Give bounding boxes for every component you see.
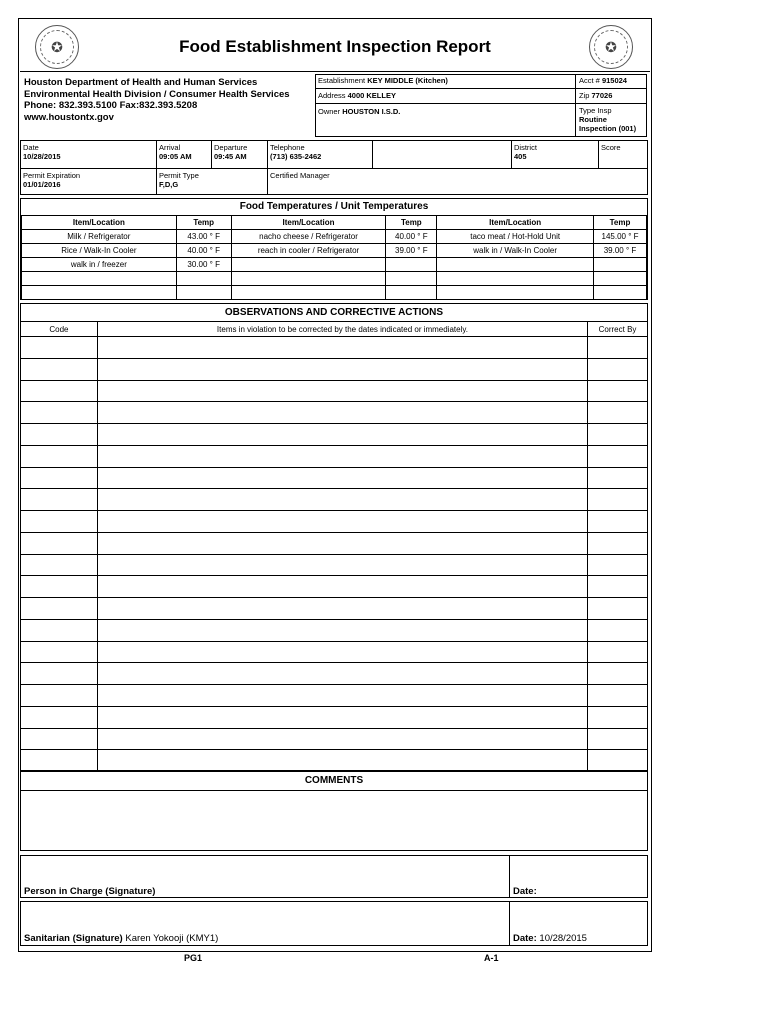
- date-field: Date 10/28/2015: [23, 143, 61, 161]
- form-id: A-1: [484, 953, 499, 963]
- temp-item-cell: [22, 286, 177, 300]
- owner-value: HOUSTON I.S.D.: [342, 107, 401, 116]
- sanitarian-name: Karen Yokooji (KMY1): [125, 933, 219, 944]
- observation-row: [21, 728, 648, 750]
- temp-header: Temp: [594, 216, 647, 230]
- pic-signature-box[interactable]: [20, 855, 510, 898]
- temp-item-cell: [231, 286, 386, 300]
- correct-by-cell[interactable]: [588, 728, 648, 750]
- temp-value-cell: [594, 286, 647, 300]
- temp-value-cell: 39.00 ° F: [386, 244, 437, 258]
- temp-row: [22, 286, 647, 300]
- item-cell[interactable]: [97, 598, 587, 620]
- temp-value-cell: [386, 272, 437, 286]
- pic-date-label: Date:: [513, 886, 537, 897]
- district-value: 405: [514, 152, 527, 161]
- district-field: District 405: [514, 143, 537, 161]
- observations-section: [20, 303, 648, 771]
- correct-by-cell[interactable]: [588, 467, 648, 489]
- observation-row: [21, 402, 648, 424]
- correct-by-cell[interactable]: [588, 424, 648, 446]
- certified-manager-field: Certified Manager: [270, 171, 330, 180]
- item-cell[interactable]: [97, 532, 587, 554]
- observation-row: [21, 445, 648, 467]
- correct-by-cell[interactable]: [588, 685, 648, 707]
- sanitarian-date-box[interactable]: [509, 901, 648, 946]
- type-insp-field: Type Insp Routine Inspection (001): [579, 106, 645, 133]
- arrival-field: Arrival 09:05 AM: [159, 143, 192, 161]
- sanitarian-date-value: 10/28/2015: [539, 933, 587, 944]
- temp-row: [22, 272, 647, 286]
- temp-item-cell: [437, 286, 594, 300]
- item-cell[interactable]: [97, 663, 587, 685]
- item-cell[interactable]: [97, 750, 587, 772]
- code-cell[interactable]: [21, 337, 98, 359]
- item-cell[interactable]: [97, 358, 587, 380]
- temp-value-cell: [386, 258, 437, 272]
- item-cell[interactable]: [97, 685, 587, 707]
- address-value: 4000 KELLEY: [347, 91, 396, 100]
- observation-row: [21, 358, 648, 380]
- temp-item-cell: Rice / Walk-In Cooler: [22, 244, 177, 258]
- observation-row: [21, 511, 648, 533]
- code-cell[interactable]: [21, 750, 98, 772]
- temp-value-cell: [176, 286, 231, 300]
- item-location-header: Item/Location: [231, 216, 386, 230]
- temp-row: [22, 258, 647, 272]
- city-seal-left: [35, 25, 79, 69]
- observations-table: [20, 321, 648, 772]
- address-field: Address 4000 KELLEY: [318, 91, 396, 100]
- observation-row: [21, 641, 648, 663]
- temp-row: [22, 230, 647, 244]
- permit-expiration-value: 01/01/2016: [23, 180, 61, 189]
- temp-item-cell: [22, 272, 177, 286]
- observation-row: [21, 489, 648, 511]
- comments-title: COMMENTS: [21, 772, 647, 791]
- temp-value-cell: [594, 272, 647, 286]
- item-cell[interactable]: [97, 445, 587, 467]
- temp-value-cell: 40.00 ° F: [386, 230, 437, 244]
- comments-area[interactable]: [21, 791, 647, 851]
- sanitarian-signature-label: Sanitarian (Signature): [24, 933, 123, 944]
- observation-row: [21, 576, 648, 598]
- observation-row: [21, 467, 648, 489]
- temp-value-cell: 40.00 ° F: [176, 244, 231, 258]
- observation-row: [21, 706, 648, 728]
- code-header: Code: [21, 322, 98, 337]
- correct-by-cell[interactable]: [588, 511, 648, 533]
- code-cell[interactable]: [21, 663, 98, 685]
- owner-field: Owner HOUSTON I.S.D.: [318, 107, 401, 116]
- item-cell[interactable]: [97, 489, 587, 511]
- pic-date-box[interactable]: [509, 855, 648, 898]
- sanitarian-date-label: Date:: [513, 933, 537, 944]
- temp-item-cell: [437, 272, 594, 286]
- observation-row: [21, 598, 648, 620]
- zip-field: Zip 77026: [579, 91, 613, 100]
- item-cell[interactable]: [97, 728, 587, 750]
- temp-value-cell: [386, 286, 437, 300]
- code-cell[interactable]: [21, 489, 98, 511]
- code-cell[interactable]: [21, 380, 98, 402]
- item-cell[interactable]: [97, 641, 587, 663]
- observation-row: [21, 532, 648, 554]
- item-cell[interactable]: [97, 706, 587, 728]
- temp-value-cell: 39.00 ° F: [594, 244, 647, 258]
- city-seal-right: [589, 25, 633, 69]
- temp-row: [22, 244, 647, 258]
- item-cell[interactable]: [97, 576, 587, 598]
- comments-section: [20, 771, 648, 851]
- temp-item-cell: nacho cheese / Refrigerator: [231, 230, 386, 244]
- observation-row: [21, 663, 648, 685]
- correct-by-cell[interactable]: [588, 663, 648, 685]
- correct-by-cell[interactable]: [588, 750, 648, 772]
- permit-expiration-field: Permit Expiration 01/01/2016: [23, 171, 81, 189]
- item-cell[interactable]: [97, 380, 587, 402]
- temp-value-cell: [176, 272, 231, 286]
- temp-item-cell: [231, 272, 386, 286]
- correct-by-header: Correct By: [588, 322, 648, 337]
- item-cell[interactable]: [97, 337, 587, 359]
- establishment-field: Establishment KEY MIDDLE (Kitchen): [318, 76, 448, 85]
- code-cell[interactable]: [21, 706, 98, 728]
- departure-value: 09:45 AM: [214, 152, 247, 161]
- temp-value-cell: 43.00 ° F: [176, 230, 231, 244]
- page-number: PG1: [184, 953, 203, 963]
- acct-value: 915024: [601, 76, 627, 85]
- item-cell[interactable]: [97, 424, 587, 446]
- temp-item-cell: walk in / freezer: [22, 258, 177, 272]
- code-cell[interactable]: [21, 532, 98, 554]
- code-cell[interactable]: [21, 619, 98, 641]
- observation-row: [21, 750, 648, 772]
- zip-value: 77026: [591, 91, 613, 100]
- item-cell[interactable]: [97, 467, 587, 489]
- observation-row: [21, 619, 648, 641]
- dept-phone: Phone: 832.393.5100 Fax:832.393.5208: [24, 100, 198, 111]
- code-cell[interactable]: [21, 511, 98, 533]
- code-cell[interactable]: [21, 685, 98, 707]
- temps-title: Food Temperatures / Unit Temperatures: [239, 201, 429, 212]
- temp-header: Temp: [176, 216, 231, 230]
- code-cell[interactable]: [21, 576, 98, 598]
- observation-row: [21, 337, 648, 359]
- item-cell[interactable]: [97, 402, 587, 424]
- correct-by-cell[interactable]: [588, 619, 648, 641]
- code-cell[interactable]: [21, 728, 98, 750]
- correct-by-cell[interactable]: [588, 576, 648, 598]
- code-cell[interactable]: [21, 598, 98, 620]
- code-cell[interactable]: [21, 358, 98, 380]
- code-cell[interactable]: [21, 641, 98, 663]
- temp-item-cell: [231, 258, 386, 272]
- dept-name: Houston Department of Health and Human Services: [24, 77, 258, 88]
- correct-by-cell[interactable]: [588, 554, 648, 576]
- date-value: 10/28/2015: [23, 152, 61, 161]
- temp-item-cell: reach in cooler / Refrigerator: [231, 244, 386, 258]
- temp-item-cell: taco meat / Hot-Hold Unit: [437, 230, 594, 244]
- temps-table: [21, 215, 647, 300]
- temps-section: [20, 198, 648, 300]
- permit-type-field: Permit Type F,D,G: [159, 171, 199, 189]
- correct-by-cell[interactable]: [588, 489, 648, 511]
- item-cell[interactable]: [97, 619, 587, 641]
- code-cell[interactable]: [21, 445, 98, 467]
- establishment-value: KEY MIDDLE (Kitchen): [367, 76, 448, 85]
- temp-item-cell: [437, 258, 594, 272]
- observation-row: [21, 554, 648, 576]
- observation-row: [21, 685, 648, 707]
- telephone-field: Telephone (713) 635-2462: [270, 143, 322, 161]
- correct-by-cell[interactable]: [588, 598, 648, 620]
- item-location-header: Item/Location: [22, 216, 177, 230]
- temp-value-cell: 145.00 ° F: [594, 230, 647, 244]
- correct-by-cell[interactable]: [588, 380, 648, 402]
- items-header: Items in violation to be corrected by the dates indicated or immediately.: [97, 322, 587, 337]
- pic-signature-label: Person in Charge (Signature): [24, 886, 156, 897]
- correct-by-cell[interactable]: [588, 337, 648, 359]
- observation-row: [21, 380, 648, 402]
- correct-by-cell[interactable]: [588, 706, 648, 728]
- acct-field: Acct # 915024: [579, 76, 627, 85]
- temp-value-cell: [594, 258, 647, 272]
- correct-by-cell[interactable]: [588, 402, 648, 424]
- item-cell[interactable]: [97, 554, 587, 576]
- temp-item-cell: Milk / Refrigerator: [22, 230, 177, 244]
- correct-by-cell[interactable]: [588, 532, 648, 554]
- item-cell[interactable]: [97, 511, 587, 533]
- code-cell[interactable]: [21, 424, 98, 446]
- observation-row: [21, 424, 648, 446]
- item-location-header: Item/Location: [437, 216, 594, 230]
- telephone-value: (713) 635-2462: [270, 152, 322, 161]
- departure-field: Departure 09:45 AM: [214, 143, 248, 161]
- correct-by-cell[interactable]: [588, 641, 648, 663]
- arrival-value: 09:05 AM: [159, 152, 192, 161]
- code-cell[interactable]: [21, 554, 98, 576]
- code-cell[interactable]: [21, 402, 98, 424]
- type-insp-value: Routine Inspection (001): [579, 115, 637, 133]
- temp-header: Temp: [386, 216, 437, 230]
- correct-by-cell[interactable]: [588, 358, 648, 380]
- observations-title: OBSERVATIONS AND CORRECTIVE ACTIONS: [224, 307, 444, 318]
- correct-by-cell[interactable]: [588, 445, 648, 467]
- score-field: Score: [601, 143, 621, 152]
- seal-icon: ✪: [594, 30, 628, 64]
- temp-value-cell: 30.00 ° F: [176, 258, 231, 272]
- permit-type-value: F,D,G: [159, 180, 179, 189]
- sanitarian-signature-box[interactable]: [20, 901, 510, 946]
- dept-division: Environmental Health Division / Consumer Health Services: [24, 88, 290, 100]
- code-cell[interactable]: [21, 467, 98, 489]
- seal-icon: ✪: [40, 30, 74, 64]
- temp-item-cell: walk in / Walk-In Cooler: [437, 244, 594, 258]
- dept-info: [24, 77, 314, 123]
- dept-website[interactable]: www.houstontx.gov: [24, 111, 114, 123]
- page-title: Food Establishment Inspection Report: [179, 37, 491, 56]
